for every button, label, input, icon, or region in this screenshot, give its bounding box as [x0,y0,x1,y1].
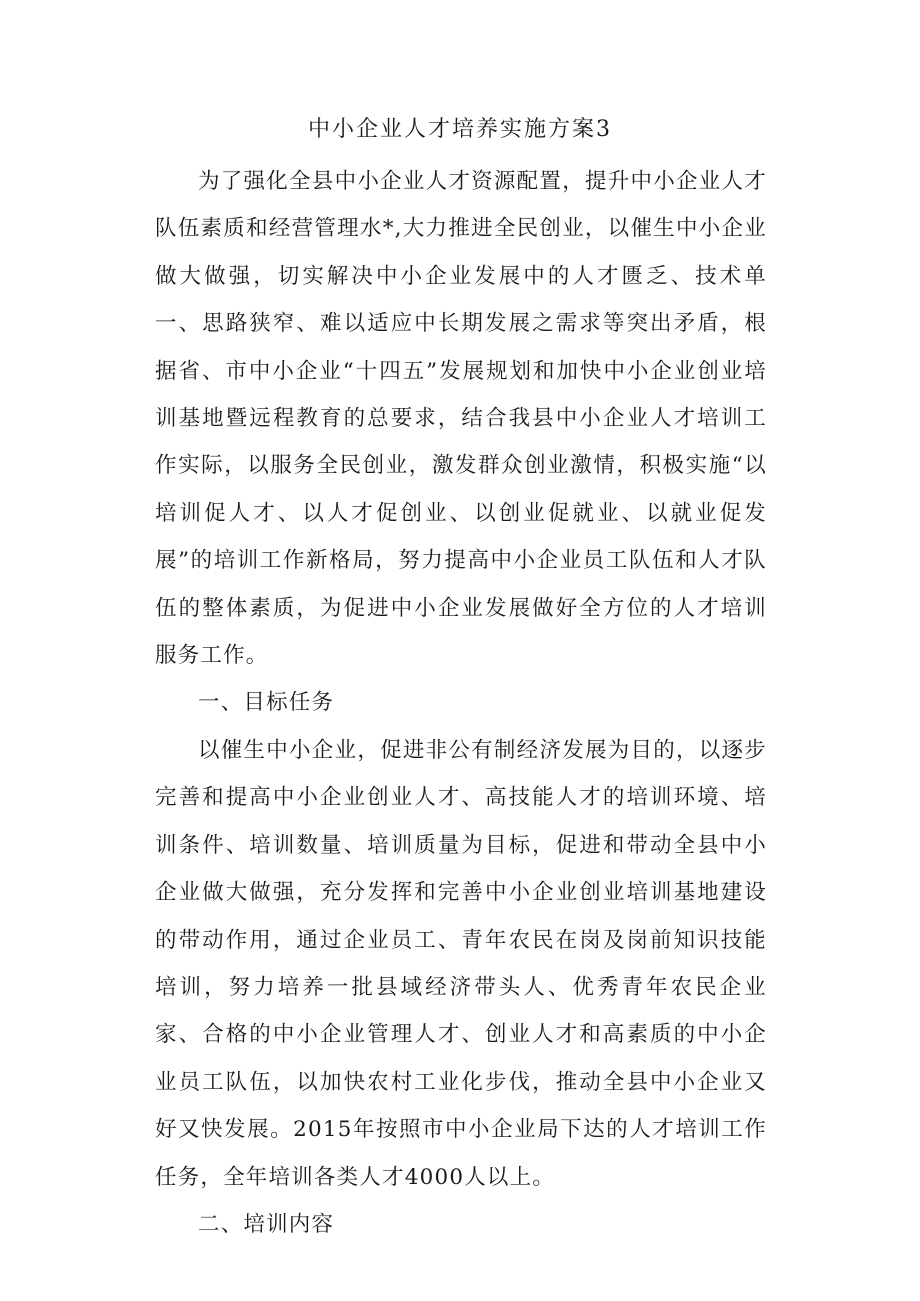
document-title: 中小企业人才培养实施方案3 [308,117,612,142]
section-heading-goals: 一、目标任务 [198,690,335,716]
document-body [155,158,767,1248]
intro-paragraph: 为了强化全县中小企业人才资源配置，提升中小企业人才队伍素质和经营管理水*,大力推进全民创业，以催生中小企业做大做强，切实解决中小企业发展中的人才匮乏、技术单一、思路狭窄、难以适应中长期发展之需求等突出矛盾，根据省、市中小企业“十四五”发展规划和加快中小企业创业培训基地暨远程教育的总要求，结合我县中小企业人才培训工作实际，以服务全民创业，激发群众创业激情，积极实施“以培训促人才、以人才促创业、以创业促就业、以就业促发展”的培训工作新格局，努力提高中小企业员工队伍和人才队伍的整体素质，为促进中小企业发展做好全方位的人才培训服务工作。 [155,169,767,669]
section-heading-training-content: 二、培训内容 [198,1211,335,1237]
goals-paragraph: 以催生中小企业，促进非公有制经济发展为目的，以逐步完善和提高中小企业创业人才、高技能人才的培训环境、培训条件、培训数量、培训质量为目标，促进和带动全县中小企业做大做强，充分发挥和完善中小企业创业培训基地建设的带动作用，通过企业员工、青年农民在岗及岗前知识技能培训，努力培养一批县域经济带头人、优秀青年农民企业家、合格的中小企业管理人才、创业人才和高素质的中小企业员工队伍，以加快农村工业化步伐，推动全县中小企业又好又快发展。2015年按照市中小企业局下达的人才培训工作任务，全年培训各类人才4000人以上。 [155,737,767,1190]
